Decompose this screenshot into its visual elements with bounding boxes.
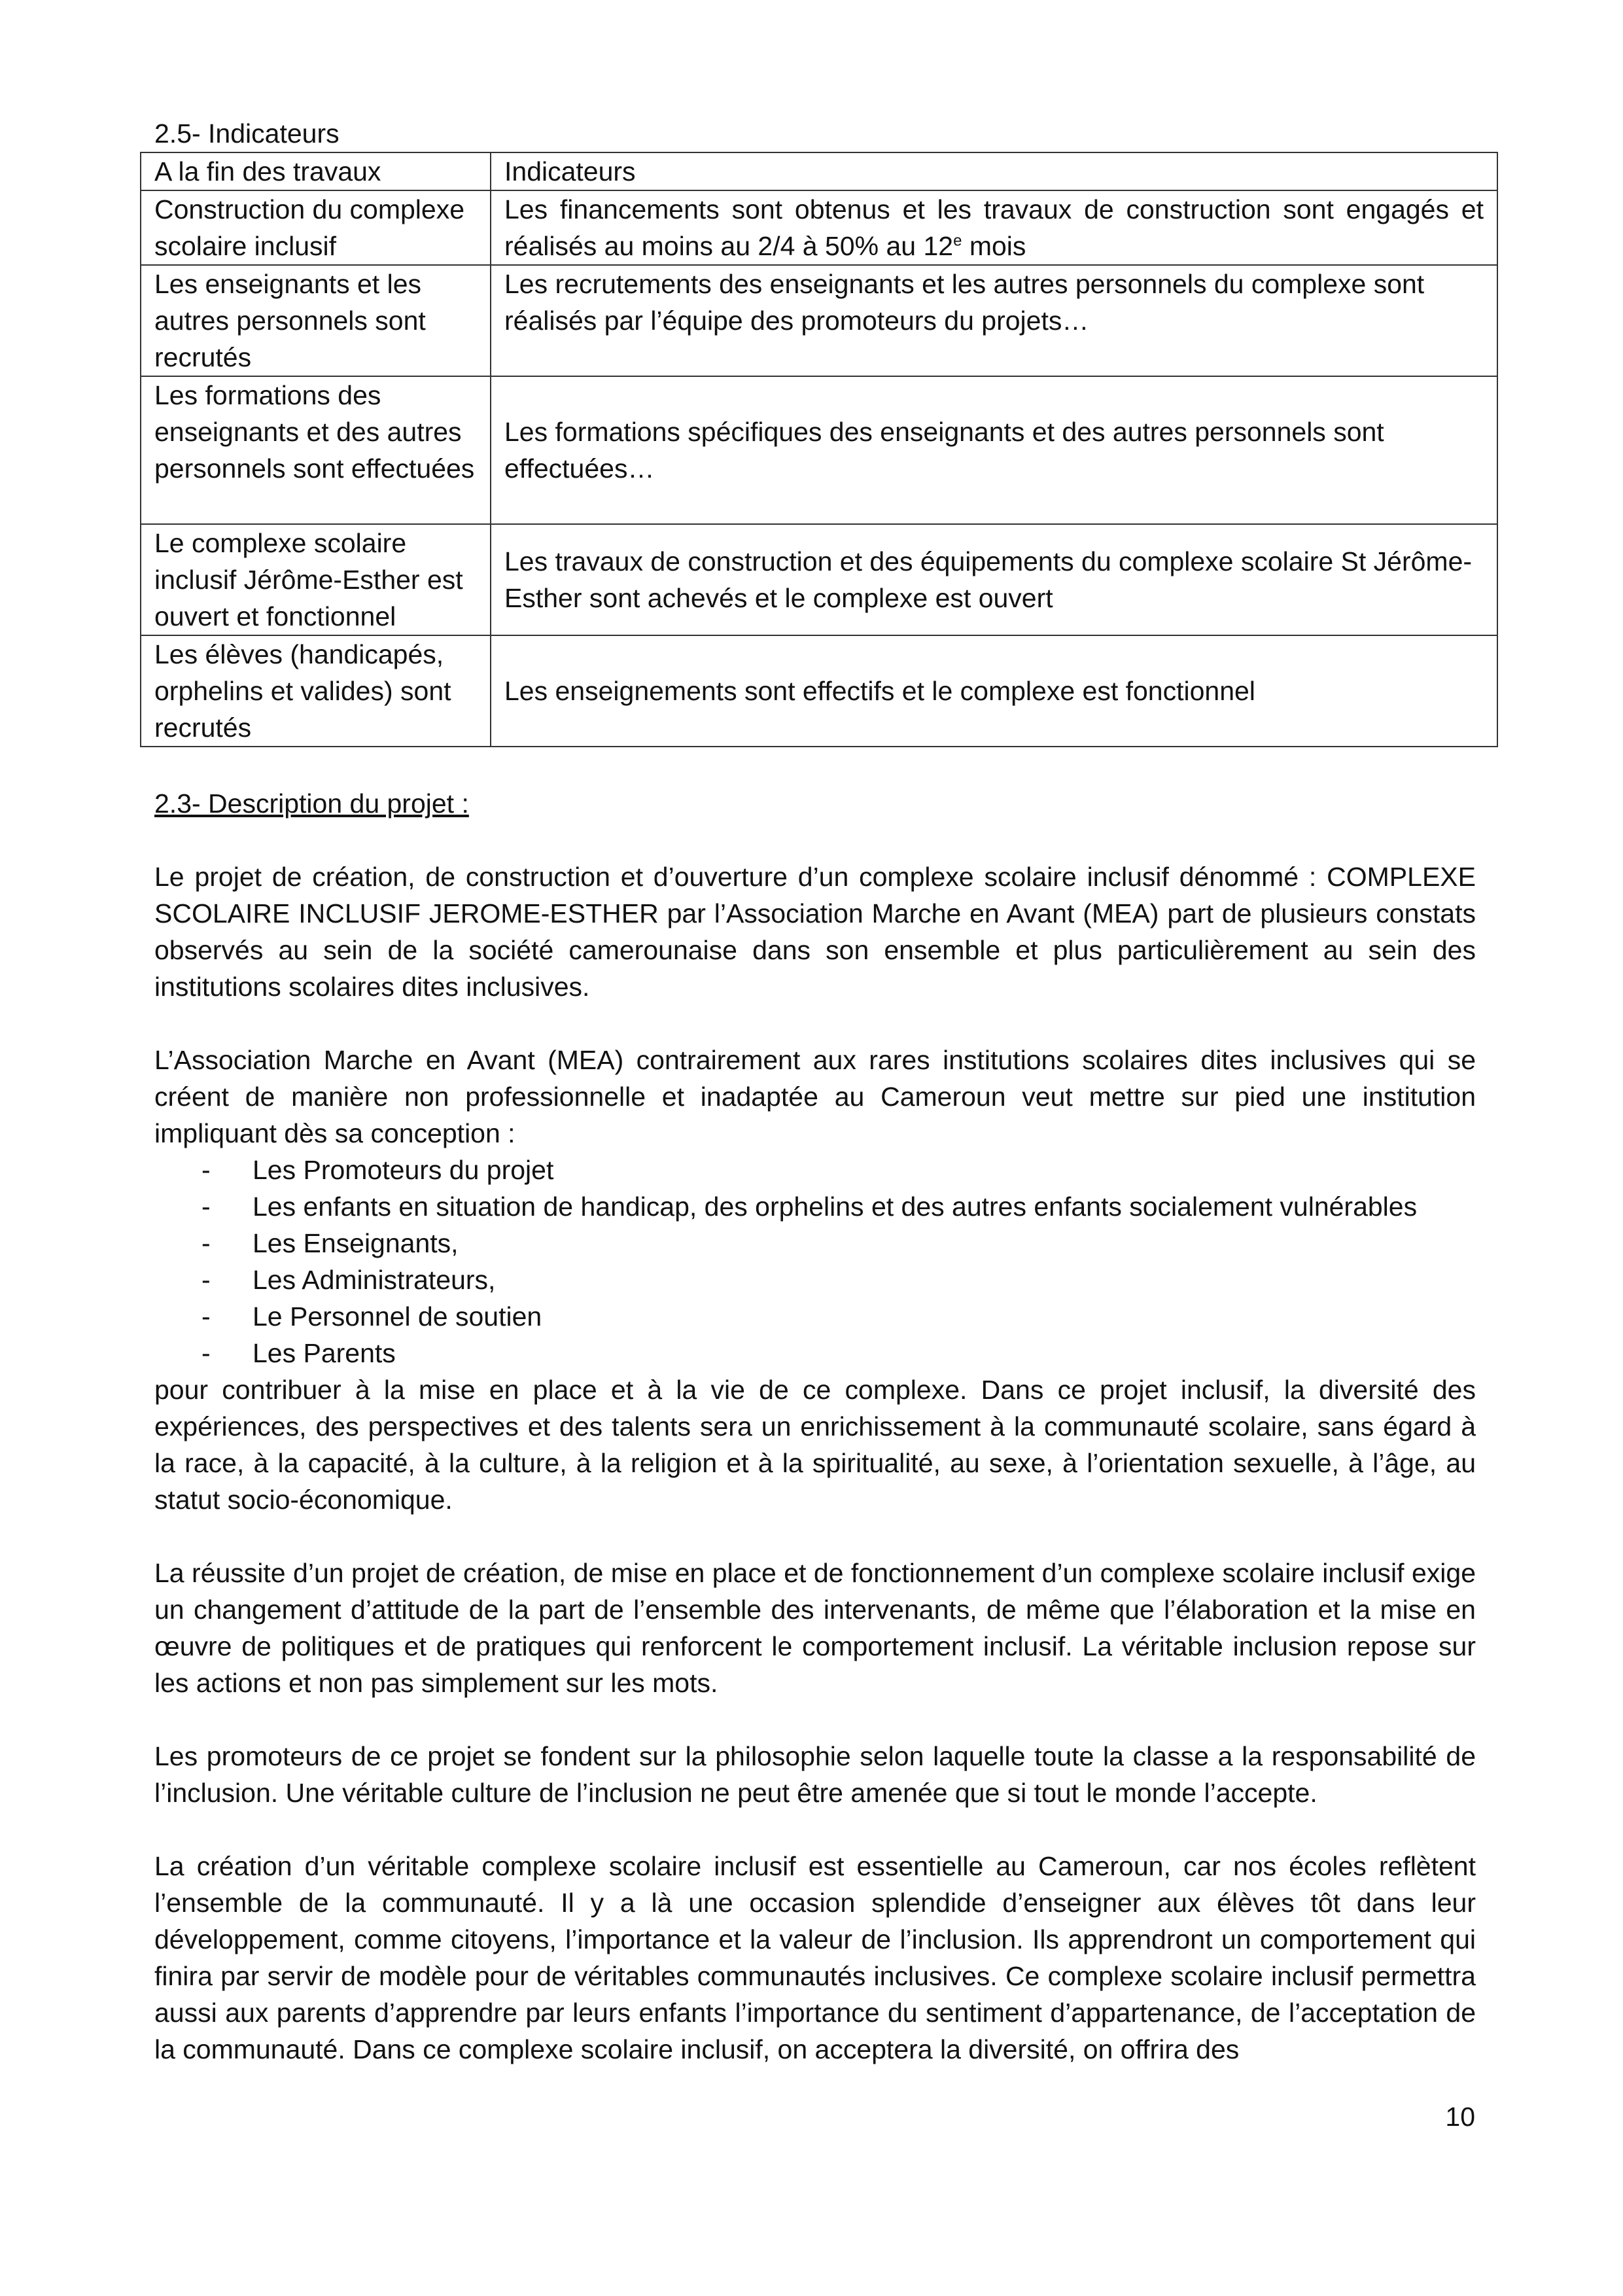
list-item: - Les Parents (201, 1335, 1476, 1371)
table-row (141, 635, 1497, 747)
paragraph-text: par l’Association Marche en Avant (MEA) part de plusieurs constats observés au sein de la société camerounaise dans son ensemble et plus particulièrement au sein des institutions scolaires dites inclusives. (154, 898, 1476, 1002)
paragraph: La création d’un véritable complexe scolaire inclusif est essentielle au Cameroun, car nos écoles reflètent l’ensemble de la communauté. Il y a là une occasion splendide d’enseigner aux élèves tôt dans leur développement, comme citoyens, l’importance et la valeur de l’inclusion. Ils apprendront un comportement qui finira par servir de modèle pour de véritables communautés inclusives. Ce complexe scolaire inclusif permettra aussi aux parents d’apprendre par leurs enfants l’importance du sentiment d’appartenance, de l’acceptation de la communauté. Dans ce complexe scolaire inclusif, on acceptera la diversité, on offrira des (154, 1851, 1476, 2064)
indicators-heading-block (154, 115, 1476, 152)
row-end-cell: Le complexe scolaire inclusif Jérôme-Esther est ouvert et fonctionnel (141, 524, 491, 635)
row-end-cell: Construction du complexe scolaire inclusif (141, 190, 491, 265)
row-end-cell: Les élèves (handicapés, orphelins et valides) sont recrutés (141, 635, 491, 747)
table-row (141, 524, 1497, 635)
list-item: - Le Personnel de soutien (201, 1298, 1476, 1335)
superscript: e (953, 232, 962, 250)
row-end-cell: Les formations des enseignants et des autres personnels sont effectuées (141, 376, 491, 524)
row-indicator-cell: Les travaux de construction et des équipements du complexe scolaire St Jérôme-Esther sont achevés et le complexe est ouvert (491, 524, 1497, 635)
description-heading: 2.3- Description du projet : (154, 788, 469, 819)
paragraph: La réussite d’un projet de création, de mise en place et de fonctionnement d’un complexe scolaire inclusif exige un changement d’attitude de la part de l’ensemble des intervenants, de même que l’élaboration et la mise en œuvre de politiques et de pratiques qui renforcent le comportement inclusif. La véritable inclusion repose sur les actions et non pas simplement sur les mots. (154, 1558, 1476, 1698)
list-item: - Les Promoteurs du projet (201, 1152, 1476, 1188)
paragraph-text: Le projet de création, de construction et d’ouverture d’un complexe scolaire inclusif dénommé : (154, 862, 1327, 892)
row-indicator-text: Les financements sont obtenus et les travaux de construction sont engagés et réalisés au moins au 2/4 à 50% au 12 (504, 194, 1484, 261)
indicators-heading: 2.5- Indicateurs (154, 118, 340, 149)
description-section (154, 785, 1476, 2068)
indicators-table (140, 152, 1498, 747)
table-row (141, 190, 1497, 265)
col2-header: Indicateurs (491, 152, 1497, 190)
paragraph: Les promoteurs de ce projet se fondent sur la philosophie selon laquelle toute la classe a la responsabilité de l’inclusion. Une véritable culture de l’inclusion ne peut être amenée que si tout le monde l’accepte. (154, 1741, 1476, 1808)
list-item: - Les Enseignants, (201, 1225, 1476, 1262)
row-indicator-cell (491, 190, 1497, 265)
col1-header: A la fin des travaux (141, 152, 491, 190)
row-indicator-cell: Les enseignements sont effectifs et le complexe est fonctionnel (491, 635, 1497, 747)
row-end-cell: Les enseignants et les autres personnels sont recrutés (141, 265, 491, 376)
row-indicator-cell: Les formations spécifiques des enseignants et des autres personnels sont effectuées… (491, 376, 1497, 524)
paragraph (154, 858, 1476, 1005)
stakeholder-list (154, 1152, 1476, 1371)
list-item: - Les Administrateurs, (201, 1262, 1476, 1298)
paragraph: L’Association Marche en Avant (MEA) contrairement aux rares institutions scolaires dites inclusives qui se créent de manière non professionnelle et inadaptée au Cameroun veut mettre sur pied une institution impliquant dès sa conception : (154, 1045, 1476, 1148)
row-indicator-cell: Les recrutements des enseignants et les autres personnels du complexe sont réalisés par l’équipe des promoteurs du projets… (491, 265, 1497, 376)
table-header-row (141, 152, 1497, 190)
paragraph: pour contribuer à la mise en place et à la vie de ce complexe. Dans ce projet inclusif, la diversité des expériences, des perspectives et des talents sera un enrichissement à la communauté scolaire, sans égard à la race, à la capacité, à la culture, à la religion et à la spiritualité, au sexe, à l’orientation sexuelle, à l’âge, au statut socio-économique. (154, 1375, 1476, 1515)
row-indicator-tail: mois (962, 231, 1026, 261)
project-name: COMPLEXE SCOLAIRE INCLUSIF JEROME-ESTHER (154, 862, 1476, 928)
table-row (141, 376, 1497, 524)
list-item: - Les enfants en situation de handicap, des orphelins et des autres enfants socialement vulnérables (201, 1188, 1476, 1225)
table-row (141, 265, 1497, 376)
page-number: 10 (1445, 2102, 1475, 2132)
